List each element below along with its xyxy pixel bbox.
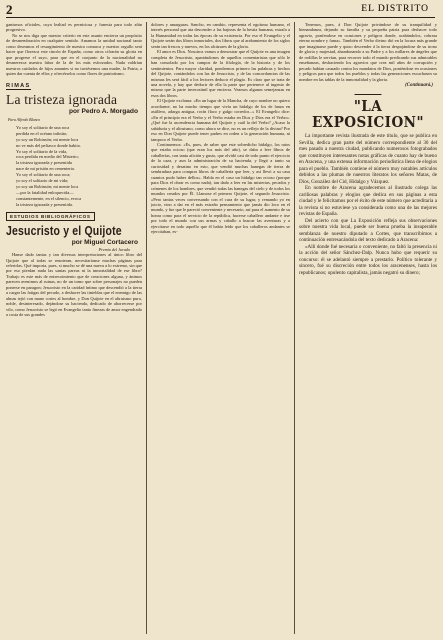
verse-line: constantemente, en el silencio, evoca: [16, 195, 82, 201]
essay-title: Jesucristo y el Quijote: [6, 222, 122, 238]
essay-award-note: Premio del Jurado: [98, 246, 130, 252]
article-paragraph: «Allí donde fué necesaria o conveniente, no faltó la presencia ni la acción del señor Sánchez-Dalp. Nunca hubo que requerir su concurso: él se adelantó siempre a prestarlo. Político tolerante y sincero, fué su discreción entre todos los aracenenses, hasta los republicanos; opulento capitalista, jamás negatró su dinero;: [299, 243, 437, 276]
poem-title: La tristeza ignorada: [6, 92, 118, 108]
article-body: [299, 133, 437, 276]
intro-paragraph: No se nos diga que nuestro criterio en este asunto encierra un propósito de desmembración en cualquier sentido. Amamos la unidad nacional tanto como deseamos el resurgimiento de nuestra comarca y nuestro orgullo será hacer que florezca este rincón de España, como otros cifrarán su gloria en que progrese el suyo, para que en el conjunto de la nacionalidad no desmerezca nuestra labor de la de los más esforzados. Nada valdrían nuestros cuidados de hijos amantes si no tuviésemos una madre, la Patria, a quien dar cuenta de ellos y ofrecérselos como flores de patriotismo.: [6, 32, 142, 77]
page-header: [0, 0, 443, 18]
verse-line: perdida en el océano infinito;: [16, 130, 68, 136]
verse-line: yo soy un Robinsón; mi mente loca: [16, 136, 79, 142]
verse-line: no ve más del pefiasco donde habito.: [16, 142, 81, 148]
verse-line: la tristeza ignorada y presentida: [16, 160, 72, 166]
verse-line: la tristeza ignorada y presentida.: [16, 201, 73, 207]
verse-line: yo soy el solitario de mi vida;: [16, 178, 69, 184]
poem-verse: [16, 125, 142, 208]
poem-dedication: Para Alfredo Blanco: [8, 118, 41, 123]
verse-line: roca perdida en medio del Misterio;: [16, 154, 79, 160]
verse-line: yo soy un Robinsón; mi mente loca: [16, 184, 79, 189]
article-paragraph: Del acierto con que La Exposición refleja sus observaciones sobre nuestra vida local, puede ser buena prueba la insuperable semblanza de nuestro diputado a Cortes, que transcribimos a continuación entresacándola del texto dedicado a Aracena:: [299, 217, 437, 244]
header-rule: [6, 17, 435, 18]
publication-title: EL DISTRITO: [361, 4, 429, 14]
page-number: 2: [6, 2, 13, 17]
poem-author: por Pedro A. Morgado: [69, 108, 138, 116]
essay-author: por Miguel Cortacero: [71, 238, 138, 246]
continued-note: (Continuará.): [405, 82, 433, 88]
section-label-studies: ESTUDIOS BIBLIOGRÁFICOS: [6, 212, 95, 221]
column-right: [299, 22, 437, 636]
verse-line: nace de mi prisión en cementerio.: [16, 166, 76, 172]
verse-line: Yo soy el solitario de una roca: [16, 124, 70, 130]
article-paragraph: En nombre de Aracena agradecemos al ilustrado colega las cariñosas palabras y elogios que dedica en sus páginas a esta ciudad y le felicitamos por el éxito de este número que acreditaría a la revista si no estuviese ya considerada como una de las mejores revistas de España.: [299, 185, 437, 218]
essay-paragraph: Tenemos, pues, á Don Quijote privándose de su tranquilidad y bienandanza, dejando su familia y su pequeña patria para deshacer todo agravio, ponfendose en ocasiones y peligros donde, acabándolos, cobrara eterno nombre y fama». También el Verbo divino dió en la locura más grande que imaginarse puede y quiso descender á la tierra despojándose de su trono de gloria y majestad, abandonando a su Padre y a los millares de ángeles que de rodillas le servían, para recorrer todo el mundo predicando sus admirables enseñanzas, deshaciendo los agravios que crea mil años de corrupción y pecado habían causado contra los mandatos de Dios, poniéndose en ocasiones y peligros para que todos los pueblos y todas las generaciones escuchasen su nombre en las tablas de la inmortalidad y la gloria.: [299, 22, 437, 82]
column-divider: [294, 22, 295, 634]
column-divider: [146, 22, 147, 634]
section-label-rimas: RIMAS: [6, 82, 31, 89]
essay-paragraph: El Quijote exclama: «En un lugar de la Mancha, de cuyo nombre no quiero acordarme, no ha mucho tiempo que vivía un hidalgo de los de lanza en astillero, adarga antigua, rocín flaco y galgo corredor...» El Evangelio dice: «En el principio era el Verbo y el Verbo estaba en Dios y Dios era el Verbo». ¿Qué fue la ascendencia humana del Quijote y cuál la del Verbo? ¿Acaso la sabiduría y el altruismo, como ahora se dice, no es un reflejo de la divina? Por eso en Don Quijote puede tener padres en orden a la generación humana, ni tampoco el Verbo.: [151, 98, 290, 142]
verse-line: Yo soy el solitario de la vida,: [16, 148, 68, 154]
essay-paragraph: Continuemos: «Es, pues, de saber que este sobredicho hidalgo, los ratos que estaba ocioso (que eran los más del año), se daba a leer libros de caballerías, con tanta afición y gusto, que olvidó casi de todo punto el ejercicio de la caza, y aun la administración de su hacienda, y llegó a tanto su curiosidad y desatino en esto, que vendió muchas hanegas de tierra de sembradura para comprar libros de caballería que leer, y así llevó a su casa cuantos pudo haber dellos». Habla en el caso un hidalgo tan ocioso (porque para Dios el obrar es como nada), tan dado a leer en las misterias, pecados y crímenes de los hombres, que vendió todas las hanegas del cielo y de todos los mundos creados por Él. Llamose el primero Quijote, el segundo Jesucristo. «Pero tantas veces conversando con el cura de su lugar, y remando yo en juicio, vino a dar en el más extraño pensamiento que jamás dio loco en el mundo, y fue que le pareció conveniente y necesario, así para el aumento de su honra como para el servicio de la república, hacerse caballero andante e irse por todo el mundo con sus armas y caballo a buscar las aventuras y a ejercitarse en todo aquello que él había leído que los caballeros andantes se ejercitaban, es-: [151, 141, 290, 235]
column-left: [6, 22, 142, 636]
essay-paragraph: Hanse dado tantas y tan diversas interpretaciones al único libro del Quijote que al todas se reunieran, necesitaríanse muchas páginas para referirlas. Qué importa, pues, si mucho se dé una nueva a lo extremo, sin que por eso pierdan nada las santas pareas ni la inmortalidad de ese libro? Trabajo es este más de entrecoimiento que de creaciones alguna, y ánimos parecen avenimos al ruinas, no de un tomo que sobre personajes no pueden ponerse en paragon; Jesucristo en la caridad íntimo que descendió a la tierra a cargar las fatigas del pecado, a deshacer las tinieblas que el enemigo de las almas tejió con mano cortes al hombre, y Don Quijote en el altruismo puro, noble, desinteresado, dejándose su hacienda, dedicado de aborrecerse por vilo, como Jesucristo se legó en Evangelio tanto finezas de amor engendrado a costa de sus grandes: [6, 252, 142, 318]
article-title: "LA EXPOSICION": [306, 94, 430, 130]
verse-line: —por la fatalidad enloquecida—: [16, 189, 74, 195]
verse-line: Yo soy el solitario de una roca;: [16, 172, 71, 178]
column-middle: [151, 22, 290, 636]
article-paragraph: La importante revista ilustrada de este título, que se publica en Sevilla, dedica gran parte del número correspondiente al 30 del mes pasado a nuestra ciudad, publicando numerosos fotograbados que constituyen interesantes notas gráficas de cuanto hay de bueno en Aracena, y una extensa información periodística llena de elogios para el pueblo. También contiene el número muy notables artículos debidos a las plumas de nuestros literatos los señores Matas, de Dios, González del Cid, Hidalgo y Vázquez.: [299, 133, 437, 185]
intro-paragraph: ganismos oficiales, cuya lealtad es perniciosa y funesta para todo afán progresivo.: [6, 22, 142, 33]
essay-paragraph: El amor es Dios. Nosotros vamos a demostrar que el Quijote es una imagen completa de Jesucristo, apartándonos de aquellos comentaristas que sólo le han consolado por los campos de la filología, de la historia y de los sentimientos. Para mayor claridad, pondremos primero las palabras y hechos del Quijote, contándolos con las de Jesucristo, y de las concordancias de las mismas les será fácil a los lectores deducir el plagio. Es claro que se trata de una novela, y hay que deducir de ella la parte que pertenece al ingenio de mismo que la parte inverosímil que encierra. Veamos algunas semejanzas en esos dos libros.: [151, 49, 290, 98]
essay-paragraph: dolores y amarguras. Sancho, en cambio, representa el egoísmo humano, el interés personal que ata descender a las bajezas de la bestia humana, estrafa a la Humanidad en todas las épocas de su existencia. Por eso el Evangelio y el Quijote serán dos libros inmortales, dos libros que al arabamiento de los siglos serán tan frescos y nuevos, en los alcázares de la gloria.: [151, 22, 290, 49]
